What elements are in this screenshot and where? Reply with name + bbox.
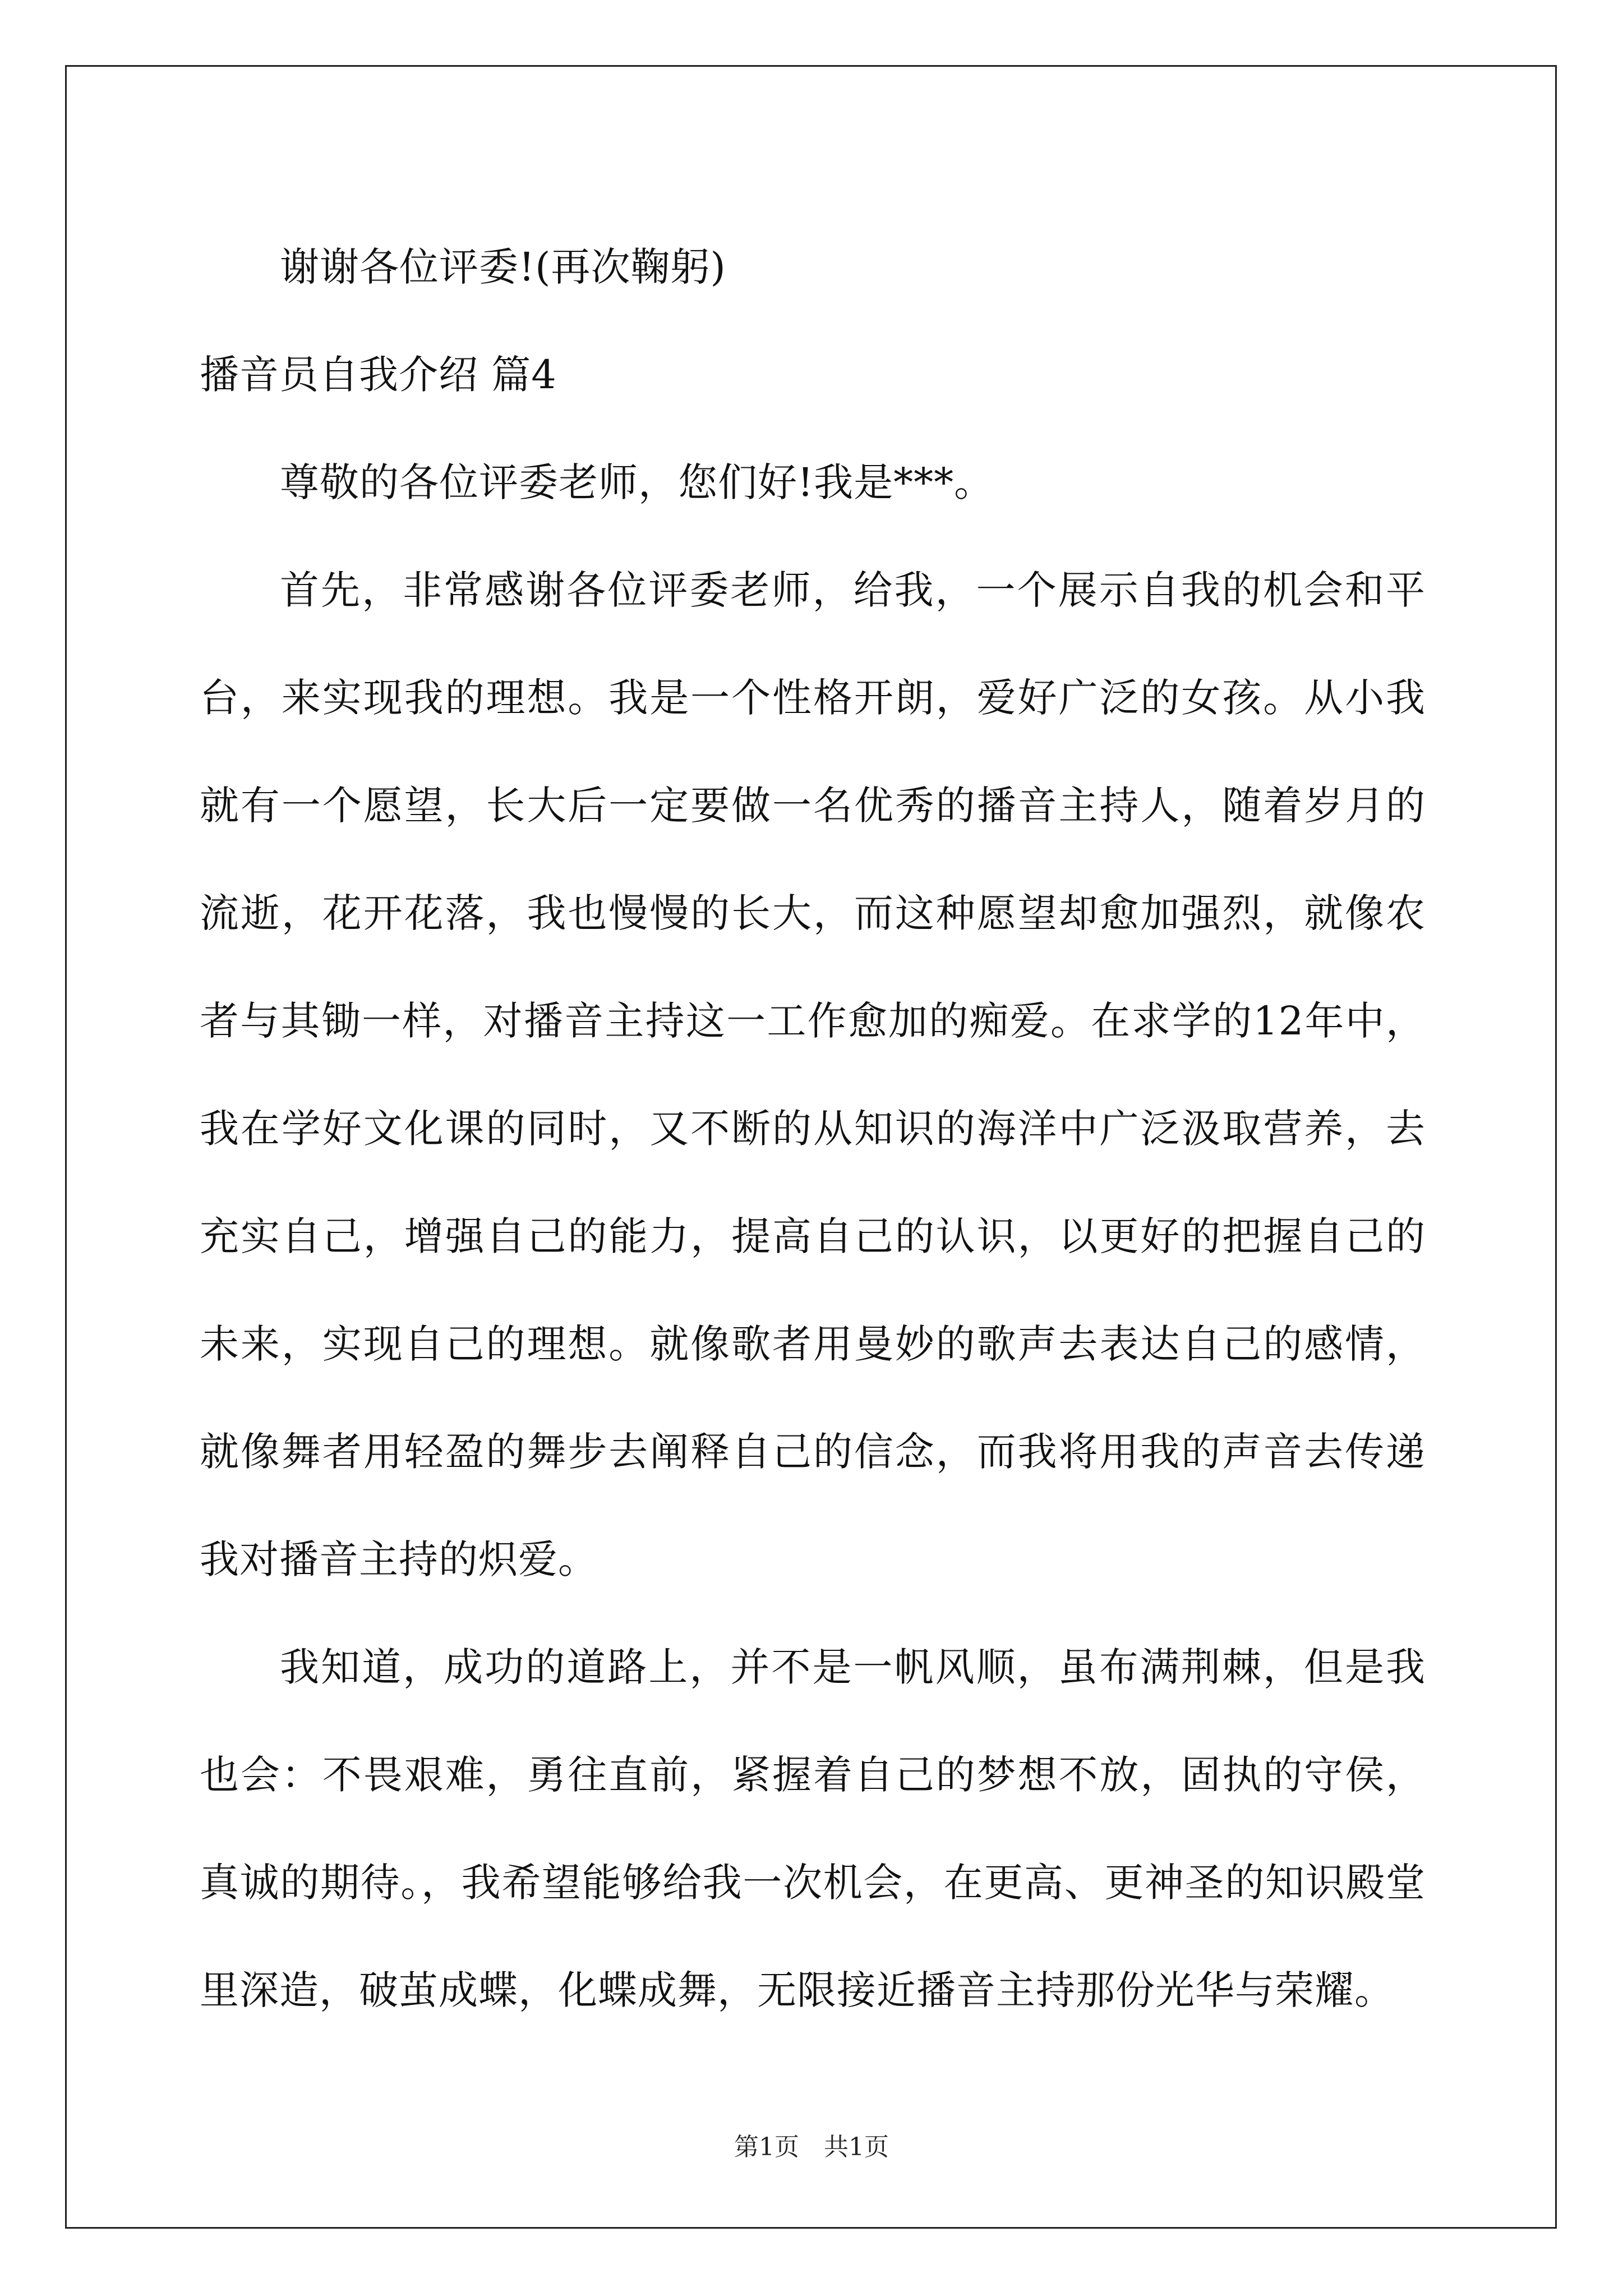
section-heading: 播音员自我介绍 篇4	[200, 352, 557, 398]
document-body	[200, 213, 1426, 2044]
conclusion-paragraph: 我知道，成功的道路上，并不是一帆风顺，虽布满荆棘，但是我也会：不畏艰难，勇往直前，紧握着自己的梦想不放，固执的守侯，真诚的期待。，我希望能够给我一次机会，在更高、更神圣的知识殿堂里深造，破茧成蝶，化蝶成舞，无限接近播音主持那份光华与荣耀。	[200, 1644, 1426, 2013]
body-paragraph: 首先，非常感谢各位评委老师，给我，一个展示自我的机会和平台，来实现我的理想。我是一个性格开朗，爱好广泛的女孩。从小我就有一个愿望，长大后一定要做一名优秀的播音主持人，随着岁月的流逝，花开花落，我也慢慢的长大，而这种愿望却愈加强烈，就像农者与其锄一样，对播音主持这一工作愈加的痴爱。在求学的12年中，我在学好文化课的同时，又不断的从知识的海洋中广泛汲取营养，去充实自己，增强自己的能力，提高自己的认识，以更好的把握自己的未来，实现自己的理想。就像歌者用曼妙的歌声去表达自己的感情，就像舞者用轻盈的舞步去阐释自己的信念，而我将用我的声音去传递我对播音主持的炽爱。	[200, 567, 1426, 1582]
greeting-paragraph: 尊敬的各位评委老师，您们好!我是***。	[280, 459, 994, 505]
closing-thanks-paragraph: 谢谢各位评委!(再次鞠躬)	[280, 244, 726, 290]
page-footer: 第1页 共1页	[734, 2133, 889, 2161]
